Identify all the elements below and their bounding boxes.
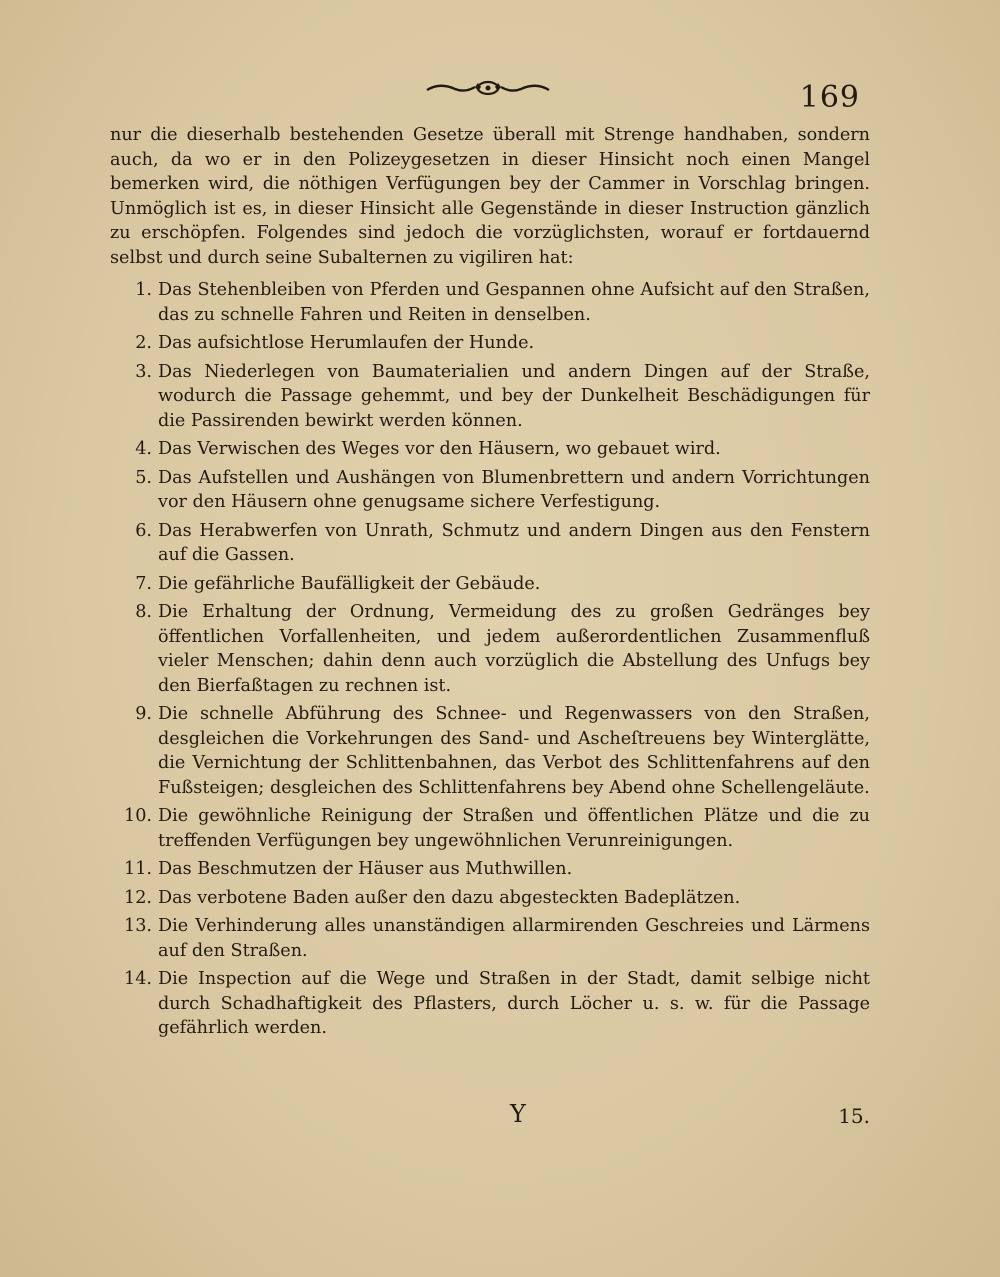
body-text xyxy=(100,123,870,1045)
page-footer xyxy=(100,1100,870,1140)
item-text: Die Inspection auf die Wege und Straßen in der Stadt, damit selbige nicht durch Schadhaftigkeit des Pflasters, durch Löcher u. s. w. für die Passage gefährlich werden. xyxy=(158,969,870,1038)
list-item xyxy=(100,804,870,853)
item-number: 9. xyxy=(135,704,152,724)
item-number: 11. xyxy=(124,859,152,879)
list-item xyxy=(100,437,870,462)
intro-paragraph: nur die dieserhalb bestehenden Gesetze überall mit Strenge handhaben, sondern auch, da wo er in den Polizeygesetzen in dieser Hinsicht noch einen Mangel bemerken wird, die nöthigen Verfügungen bey der Cammer in Vorschlag bringen. Unmöglich ist es, in dieser Hinsicht alle Gegenstände in dieser Instruction gänzlich zu erschöpfen. Folgendes sind jedoch die vorzüglichsten, worauf er fortdauernd selbst und durch seine Subalternen zu vigiliren hat: xyxy=(110,125,870,268)
list-item xyxy=(100,914,870,963)
item-number: 12. xyxy=(124,887,152,908)
list-item xyxy=(100,572,870,597)
list-item xyxy=(100,360,870,434)
item-number: 4. xyxy=(135,439,152,459)
catchword: 15. xyxy=(838,1104,870,1128)
item-number: 5. xyxy=(135,467,152,488)
list-item xyxy=(100,278,870,327)
list-item xyxy=(100,331,870,356)
list-item xyxy=(100,857,870,882)
header-ornament-icon xyxy=(425,78,551,98)
regulation-list xyxy=(100,278,870,1041)
item-number: 3. xyxy=(135,361,152,382)
list-item xyxy=(100,519,870,568)
item-number: 10. xyxy=(124,806,152,826)
item-text: Die gewöhnliche Reinigung der Straßen und öffentlichen Plätze und die zu treffenden Verfügungen bey ungewöhnlichen Verunreinigungen. xyxy=(158,806,870,851)
item-number: 14. xyxy=(124,969,152,989)
item-text: Die Verhinderung alles unanständigen allarmirenden Geschreies und Lärmens auf den Straßen. xyxy=(158,916,870,961)
item-text: Das Stehenbleiben von Pferden und Gespannen ohne Aufsicht auf den Straßen, das zu schnelle Fahren und Reiten in denselben. xyxy=(158,280,870,325)
item-text: Das aufsichtlose Herumlaufen der Hunde. xyxy=(158,333,535,353)
item-text: Die Erhaltung der Ordnung, Vermeidung des zu großen Gedränges bey öffentlichen Vorfallenheiten, und jedem außerordentlichen Zusammenfluß vieler Menschen; dahin denn auch vorzüglich die Abstellung des Unfugs bey den Bierfaßtagen zu rechnen ist. xyxy=(158,602,870,696)
item-text: Die schnelle Abführung des Schnee- und Regenwassers von den Straßen, desgleichen die Vorkehrungen des Sand- und Ascheſtreuens bey Winterglätte, die Vernichtung der Schlittenbahnen, das Verbot des Schlittenfahrens auf den Fußsteigen; desgleichen des Schlittenfahrens bey Abend ohne Schellengeläute. xyxy=(158,704,870,798)
list-item xyxy=(100,466,870,515)
page-number: 169 xyxy=(799,80,860,115)
item-number: 1. xyxy=(135,280,152,300)
list-item xyxy=(100,600,870,698)
signature-mark: Y xyxy=(510,1100,526,1128)
item-number: 8. xyxy=(135,602,152,622)
list-item xyxy=(100,702,870,800)
item-text: Die gefährliche Baufälligkeit der Gebäude. xyxy=(158,573,541,594)
list-item xyxy=(100,886,870,911)
item-number: 2. xyxy=(135,333,152,353)
item-text: Das Verwischen des Weges vor den Häusern, wo gebauet wird. xyxy=(158,439,721,459)
item-number: 7. xyxy=(135,573,152,594)
list-item xyxy=(100,967,870,1041)
item-text: Das Herabwerfen von Unrath, Schmutz und andern Dingen aus den Fenstern auf die Gassen. xyxy=(158,520,870,565)
item-text: Das verbotene Baden außer den dazu abgesteckten Badeplätzen. xyxy=(158,887,741,908)
item-number: 6. xyxy=(135,520,152,541)
item-text: Das Niederlegen von Baumaterialien und andern Dingen auf der Straße, wodurch die Passage gehemmt, und bey der Dunkelheit Beschädigungen für die Passirenden bewirkt werden können. xyxy=(158,361,870,431)
item-number: 13. xyxy=(124,916,152,936)
item-text: Das Aufstellen und Aushängen von Blumenbrettern und andern Vorrichtungen vor den Häusern ohne genugsame sichere Verfestigung. xyxy=(158,467,870,512)
item-text: Das Beschmutzen der Häuser aus Muthwillen. xyxy=(158,859,573,879)
